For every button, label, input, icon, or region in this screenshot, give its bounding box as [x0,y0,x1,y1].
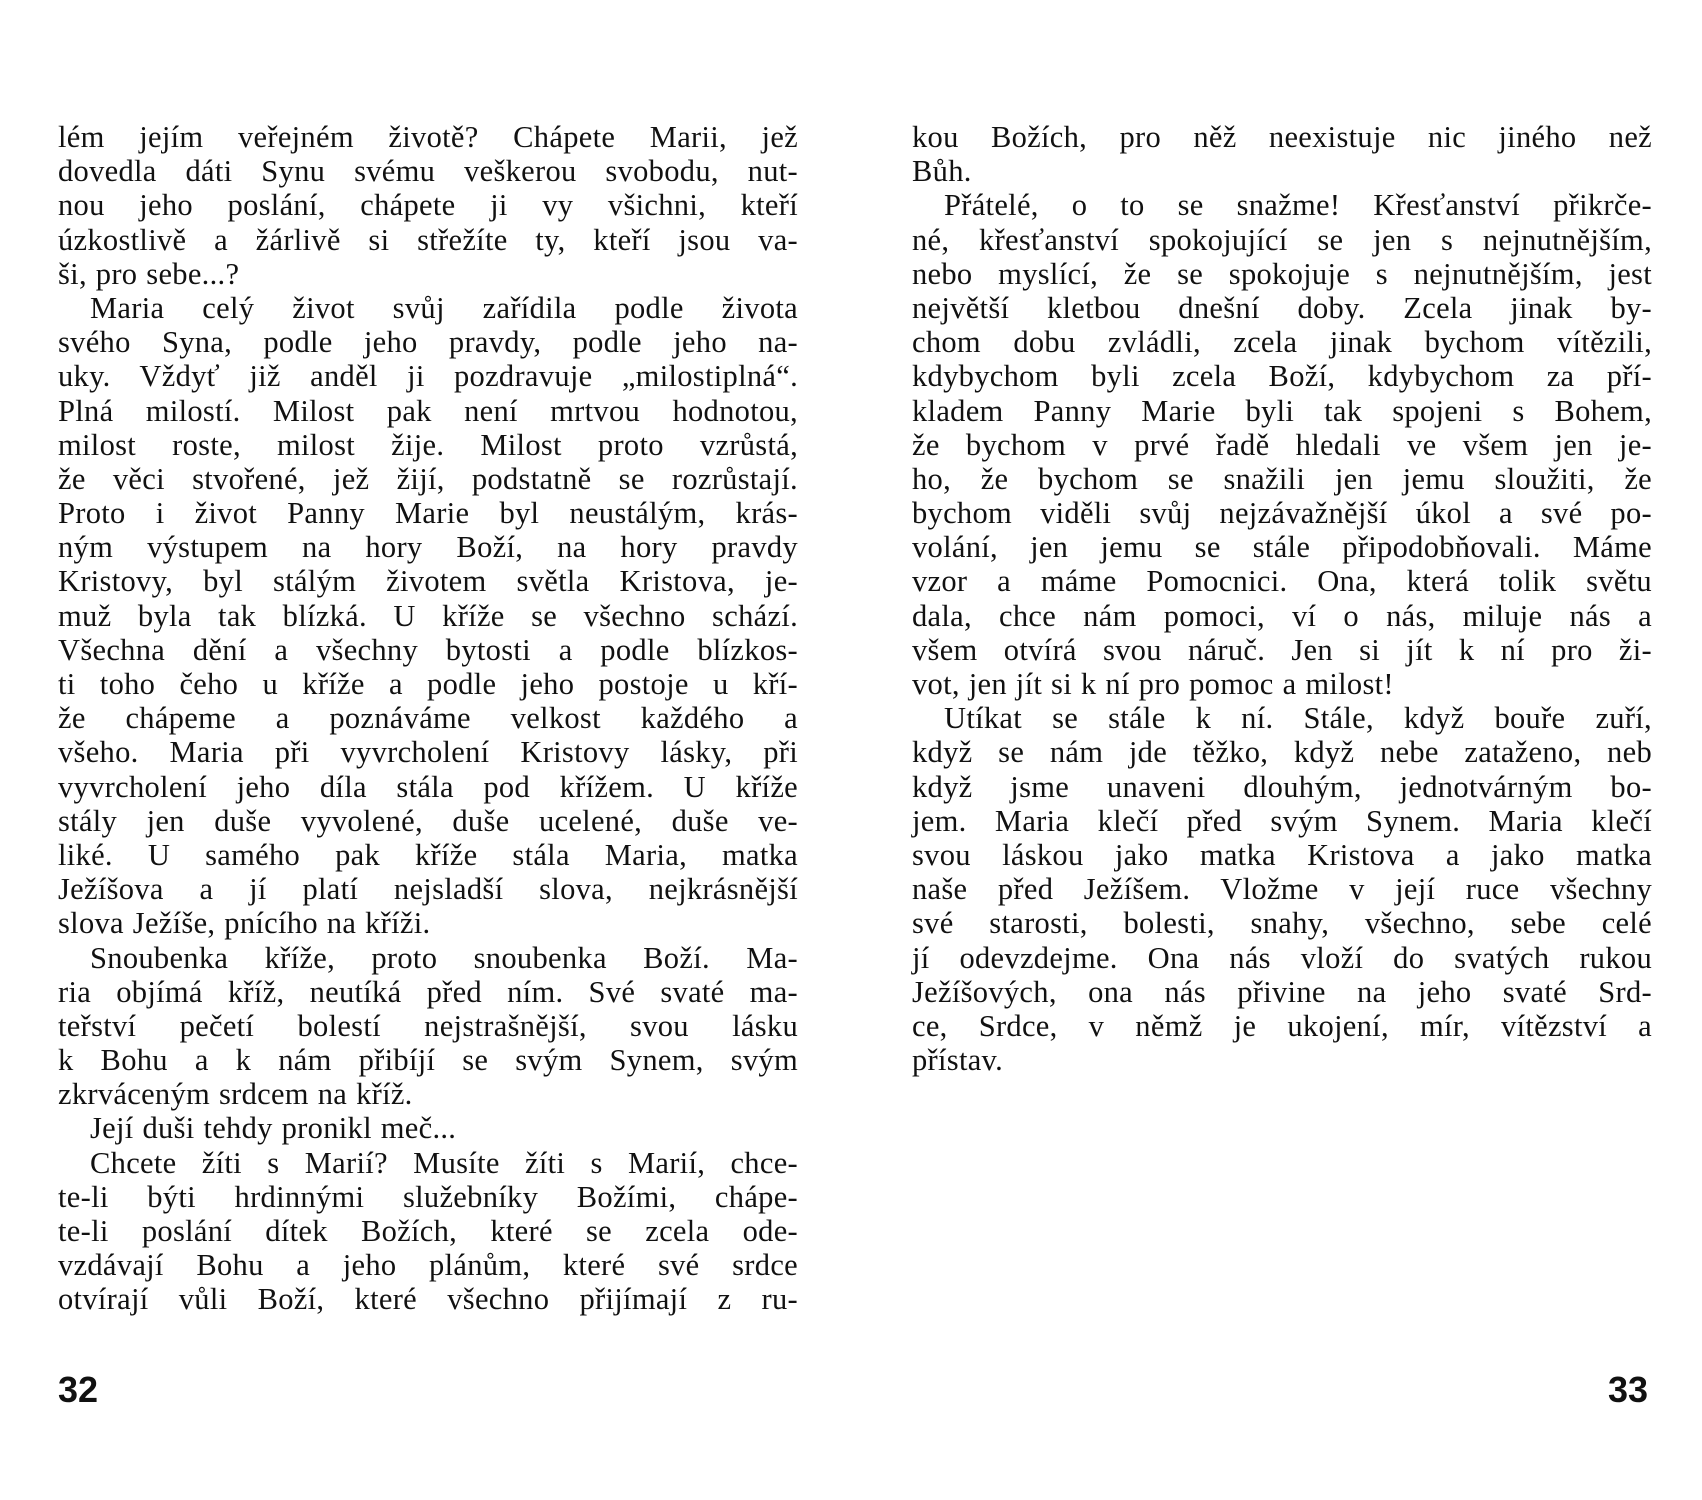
left-page-text [58,120,798,1317]
text-line: otvírají vůli Boží, které všechno přijímají z ru- [58,1282,798,1317]
text-line: muž byla tak blízká. U kříže se všechno schází. [58,598,798,633]
text-line: vzdávají Bohu a jeho plánům, které své srdce [58,1248,798,1283]
text-line: svou láskou jako matka Kristova a jako matka [912,837,1652,872]
text-line: vot, jen jít si k ní pro pomoc a milost! [912,667,1394,701]
text-line: vyvrcholení jeho díla stála pod křížem. U kříže [58,769,798,804]
text-line: Její duši tehdy pronikl meč... [90,1111,457,1146]
text-line: ným výstupem na hory Boží, na hory pravdy [58,530,798,565]
text-line: te-li býti hrdinnými služebníky Božími, chápe- [58,1179,798,1214]
text-line: nebo myslící, že se spokojuje s nejnutnějším, jest [912,256,1652,291]
text-line: Utíkat se stále k ní. Stále, když bouře zuří, [944,701,1652,736]
text-line: úzkostlivě a žárlivě si střežíte ty, kteří jsou va- [58,222,798,257]
text-line: přístav. [912,1043,1004,1078]
text-line: chom dobu zvládli, zcela jinak bychom vítězili, [912,325,1652,360]
text-line: ho, že bychom se snažili jen jemu sloužiti, že [912,461,1652,496]
text-line: né, křesťanství spokojující se jen s nejnutnějším, [912,222,1652,257]
text-line: Všechna dění a všechny bytosti a podle blízkos- [58,632,798,667]
text-line: své starosti, bolesti, snahy, všechno, sebe celé [912,906,1652,941]
text-line: Ježíšova a jí platí nejsladší slova, nejkrásnější [58,872,798,907]
text-line: Maria celý život svůj zařídila podle života [90,290,798,325]
right-page-text [912,120,1652,1077]
page-number-left: 32 [58,1369,99,1410]
text-line: zkrváceným srdcem na kříž. [58,1077,413,1112]
text-line: stály jen duše vyvolené, duše ucelené, duše ve- [58,803,798,838]
text-line: dovedla dáti Synu svému veškerou svobodu, nut- [58,154,798,189]
text-line: že chápeme a poznáváme velkost každého a [58,701,798,736]
text-line: ši, pro sebe...? [58,256,240,291]
text-line: te-li poslání dítek Božích, které se zcela ode- [58,1214,798,1248]
text-line: Ježíšových, ona nás přivine na jeho svaté Srd- [912,974,1652,1009]
text-line: ti toho čeho u kříže a podle jeho postoje u kří- [58,667,798,701]
text-line: největší kletbou dnešní doby. Zcela jinak by- [912,290,1652,325]
text-line: ria objímá kříž, neutíká před ním. Své svaté ma- [58,974,798,1009]
text-line: lém jejím veřejném životě? Chápete Marii, jež [58,120,798,154]
text-line: bychom viděli svůj nejzávažnější úkol a své po- [912,496,1652,531]
text-line: k Bohu a k nám přibíjí se svým Synem, svým [58,1043,798,1078]
text-line: Kristovy, byl stálým životem světla Kristova, je- [58,564,798,599]
text-line: Proto i život Panny Marie byl neustálým, krás- [58,496,798,531]
text-line: uky. Vždyť již anděl ji pozdravuje „milostiplná“. [58,359,798,394]
text-line: že věci stvořené, jež žijí, podstatně se rozrůstají. [58,461,798,496]
text-line: všem otvírá svou náruč. Jen si jít k ní pro ži- [912,632,1652,667]
text-line: když jsme unaveni dlouhým, jednotvárným bo- [912,769,1652,804]
page-number-right: 33 [1608,1369,1649,1410]
text-line: liké. U samého pak kříže stála Maria, matka [58,837,798,872]
text-line: Plná milostí. Milost pak není mrtvou hodnotou, [58,393,798,428]
text-line: volání, jen jemu se stále připodobňovali. Máme [912,530,1652,565]
text-line: milost roste, milost žije. Milost proto vzrůstá, [58,427,798,462]
text-line: Chcete žíti s Marií? Musíte žíti s Marií, chce- [90,1145,798,1180]
text-line: nou jeho poslání, chápete ji vy všichni, kteří [58,188,798,223]
text-line: kdybychom byli zcela Boží, kdybychom za pří- [912,359,1652,394]
text-line: Bůh. [912,154,972,189]
text-line: vzor a máme Pomocnici. Ona, která tolik světu [912,564,1652,599]
text-line: svého Syna, podle jeho pravdy, podle jeho na- [58,325,798,360]
text-line: všeho. Maria při vyvrcholení Kristovy lásky, při [58,735,798,770]
text-line: ce, Srdce, v němž je ukojení, mír, vítězství a [912,1008,1652,1043]
text-line: kladem Panny Marie byli tak spojeni s Bohem, [912,393,1652,428]
text-line: jem. Maria klečí před svým Synem. Maria klečí [912,803,1652,838]
text-line: kou Božích, pro něž neexistuje nic jiného než [912,120,1652,154]
text-line: teřství pečetí bolestí nejstrašnější, svou lásku [58,1008,798,1043]
text-line: jí odevzdejme. Ona nás vloží do svatých rukou [912,940,1652,975]
text-line: Snoubenka kříže, proto snoubenka Boží. Ma- [90,940,798,975]
text-line: když se nám jde těžko, když nebe zataženo, neb [912,735,1652,770]
text-line: naše před Ježíšem. Vložme v její ruce všechny [912,872,1652,907]
text-line: dala, chce nám pomoci, ví o nás, miluje nás a [912,598,1652,633]
text-line: slova Ježíše, pnícího na kříži. [58,906,431,941]
text-line: Přátelé, o to se snažme! Křesťanství přikrče- [944,188,1652,223]
text-line: že bychom v prvé řadě hledali ve všem jen je- [912,427,1652,462]
